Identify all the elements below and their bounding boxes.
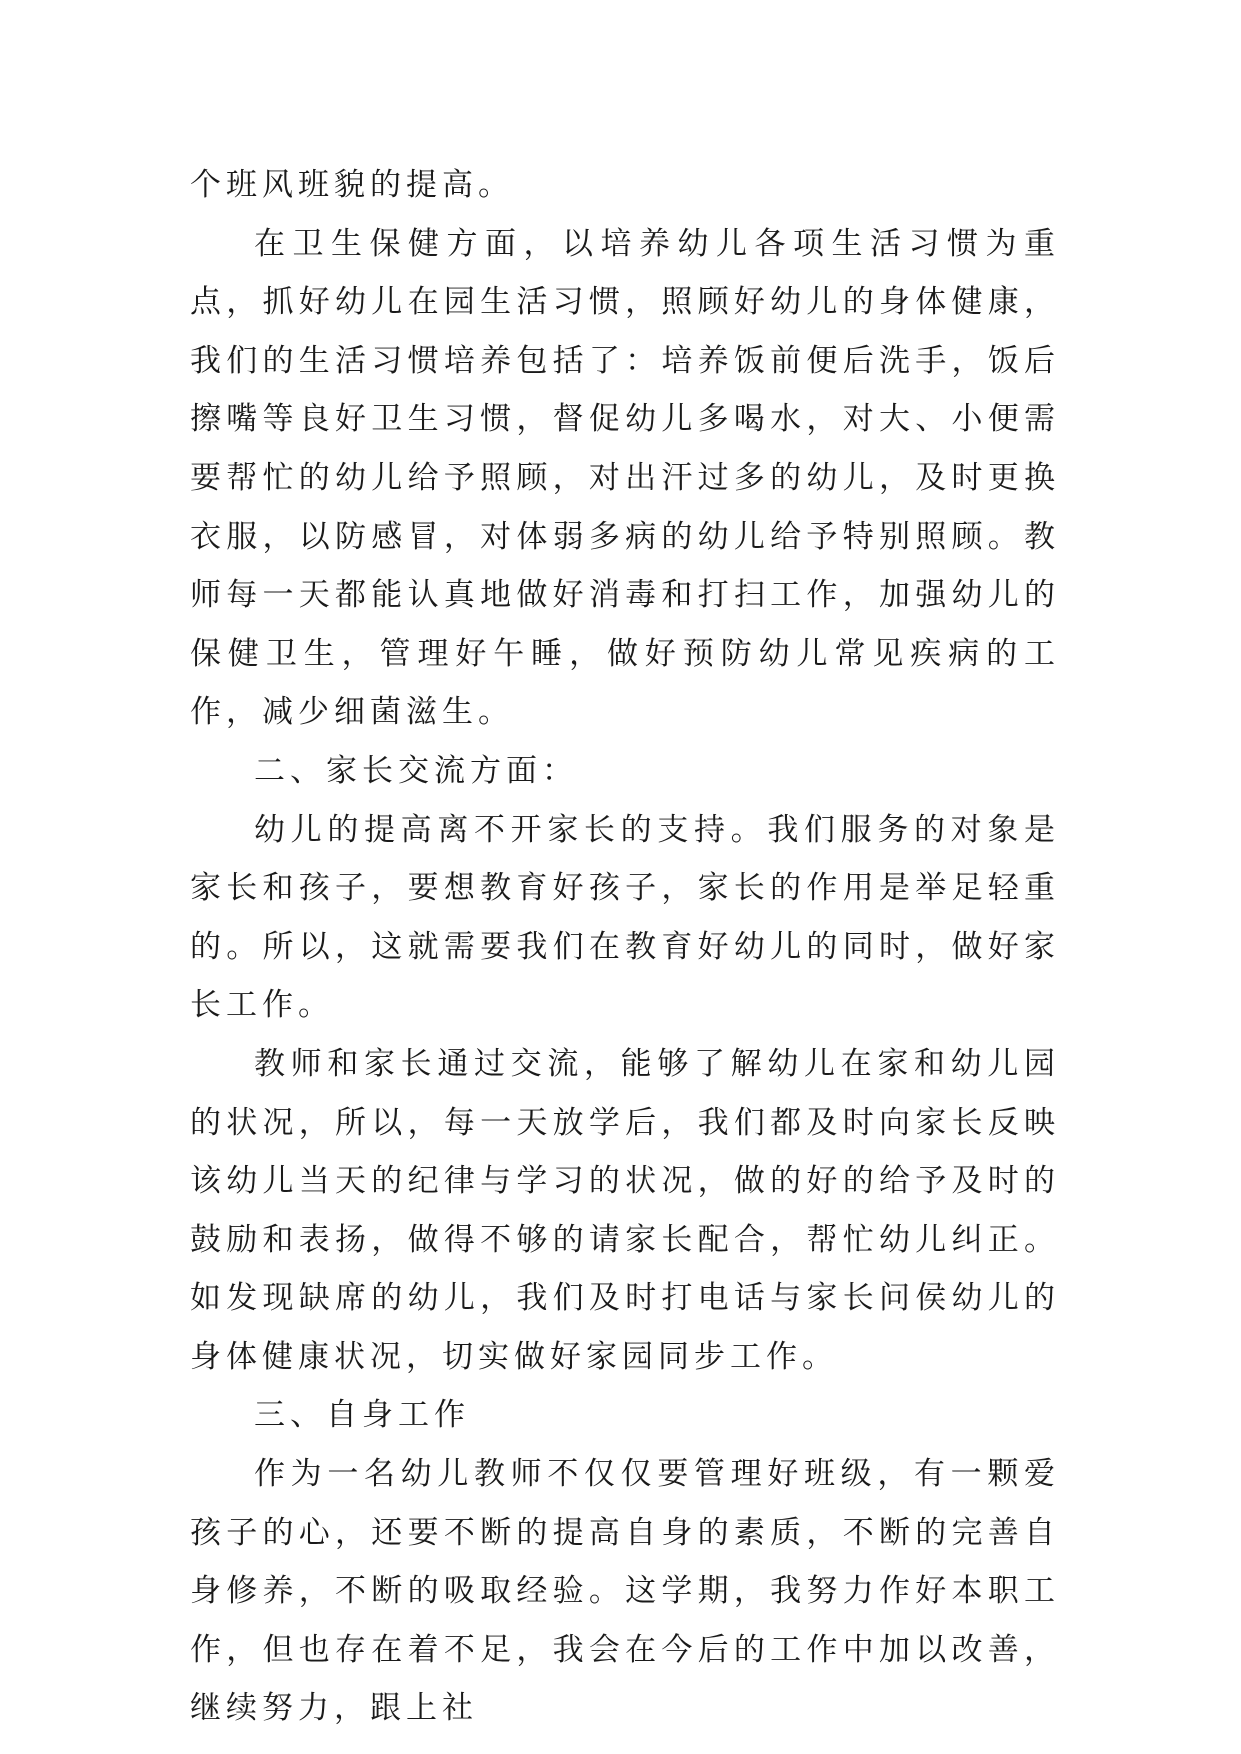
paragraph-self-improvement: 作为一名幼儿教师不仅仅要管理好班级，有一颗爱孩子的心，还要不断的提高自身的素质，不断的完善自身修养，不断的吸取经验。这学期，我努力作好本职工作，但也存在着不足，我会在今后的工作中加以改善，继续努力，跟上社 xyxy=(190,1456,1060,1727)
section-heading-parent-communication: 二、家长交流方面： xyxy=(254,752,578,789)
paragraph-teacher-parent-exchange: 教师和家长通过交流，能够了解幼儿在家和幼儿园的状况，所以，每一天放学后，我们都及时向家长反映该幼儿当天的纪律与学习的状况，做的好的给予及时的鼓励和表扬，做得不够的请家长配合，帮忙幼儿纠正。如发现缺席的幼儿，我们及时打电话与家长问侯幼儿的身体健康状况，切实做好家园同步工作。 xyxy=(190,1045,1060,1375)
document-body xyxy=(190,156,1060,1738)
paragraph-continuation: 个班风班貌的提高。 xyxy=(190,167,514,203)
paragraph-parent-support: 幼儿的提高离不开家长的支持。我们服务的对象是家长和孩子，要想教育好孩子，家长的作用是举足轻重的。所以，这就需要我们在教育好幼儿的同时，做好家长工作。 xyxy=(190,811,1060,1024)
paragraph-hygiene: 在卫生保健方面，以培养幼儿各项生活习惯为重点，抓好幼儿在园生活习惯，照顾好幼儿的身体健康，我们的生活习惯培养包括了：培养饭前便后洗手，饭后擦嘴等良好卫生习惯，督促幼儿多喝水，对大、小便需要帮忙的幼儿给予照顾，对出汗过多的幼儿，及时更换衣服，以防感冒，对体弱多病的幼儿给予特别照顾。教师每一天都能认真地做好消毒和打扫工作，加强幼儿的保健卫生，管理好午睡，做好预防幼儿常见疾病的工作，减少细菌滋生。 xyxy=(190,225,1060,731)
section-heading-self-work: 三、自身工作 xyxy=(254,1397,470,1434)
